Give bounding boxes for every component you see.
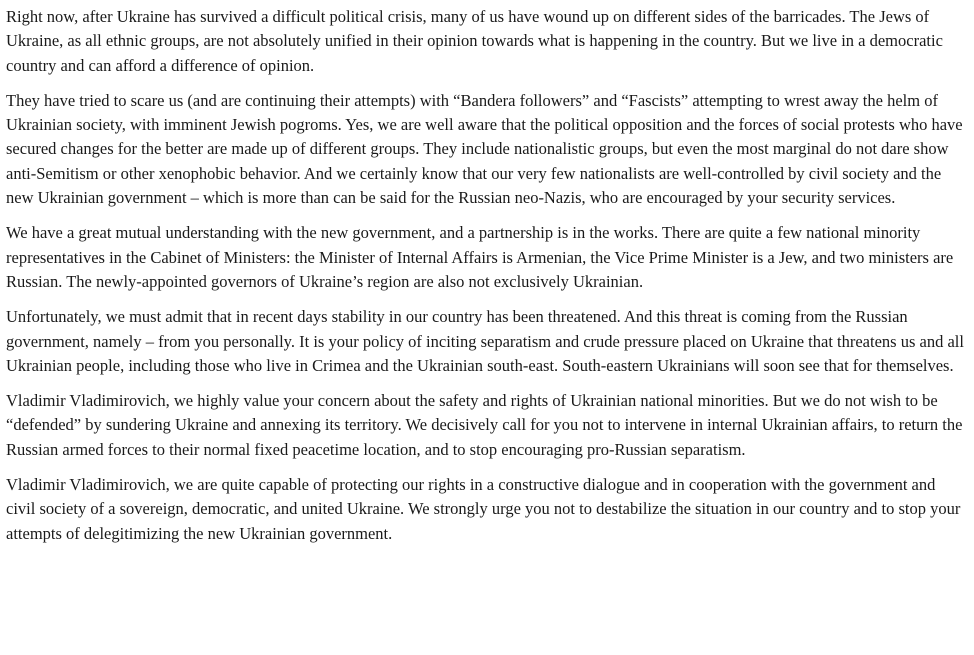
paragraph-4: Unfortunately, we must admit that in recent days stability in our country has been threatened. And this threat is coming from the Russian government, namely – from you personally. It is your policy of inciting separatism and crude pressure placed on Ukraine that threatens us and all Ukrainian people, including those who live in Crimea and the Ukrainian south-east. South-eastern Ukrainians will soon see that for themselves. bbox=[6, 307, 964, 375]
paragraph-6: Vladimir Vladimirovich, we are quite capable of protecting our rights in a constructive dialogue and in cooperation with the government and civil society of a sovereign, democratic, and united Ukraine. We strongly urge you not to destabilize the situation in our country and to stop your attempts of delegitimizing the new Ukrainian government. bbox=[6, 475, 961, 543]
paragraph-3: We have a great mutual understanding with the new government, and a partnership is in the works. There are quite a few national minority representatives in the Cabinet of Ministers: the Minister of Internal Affairs is Armenian, the Vice Prime Minister is a Jew, and two ministers are Russian. The newly-appointed governors of Ukraine’s region are also not exclusively Ukrainian. bbox=[6, 223, 954, 291]
paragraph-2: They have tried to scare us (and are continuing their attempts) with “Bandera followers” and “Fascists” attempting to wrest away the helm of Ukrainian society, with imminent Jewish pogroms. Yes, we are well aware that the political opposition and the forces of social protests who have secured changes for the better are made up of different groups. They include nationalistic groups, but even the most marginal do not dare show anti-Semitism or other xenophobic behavior. And we certainly know that our very few nationalists are well-controlled by civil society and the new Ukrainian government – which is more than can be said for the Russian neo-Nazis, who are encouraged by your security services. bbox=[6, 90, 963, 208]
paragraph-1: Right now, after Ukraine has survived a difficult political crisis, many of us have wound up on different sides of the barricades. The Jews of Ukraine, as all ethnic groups, are not absolutely unified in their opinion towards what is happening in the country. But we live in a democratic country and can afford a difference of opinion. bbox=[6, 7, 943, 75]
paragraph-5: Vladimir Vladimirovich, we highly value your concern about the safety and rights of Ukrainian national minorities. But we do not wish to be “defended” by sundering Ukraine and annexing its territory. We decisively call for you not to intervene in internal Ukrainian affairs, to return the Russian armed forces to their normal fixed peacetime location, and to stop encouraging pro-Russian separatism. bbox=[6, 391, 963, 459]
